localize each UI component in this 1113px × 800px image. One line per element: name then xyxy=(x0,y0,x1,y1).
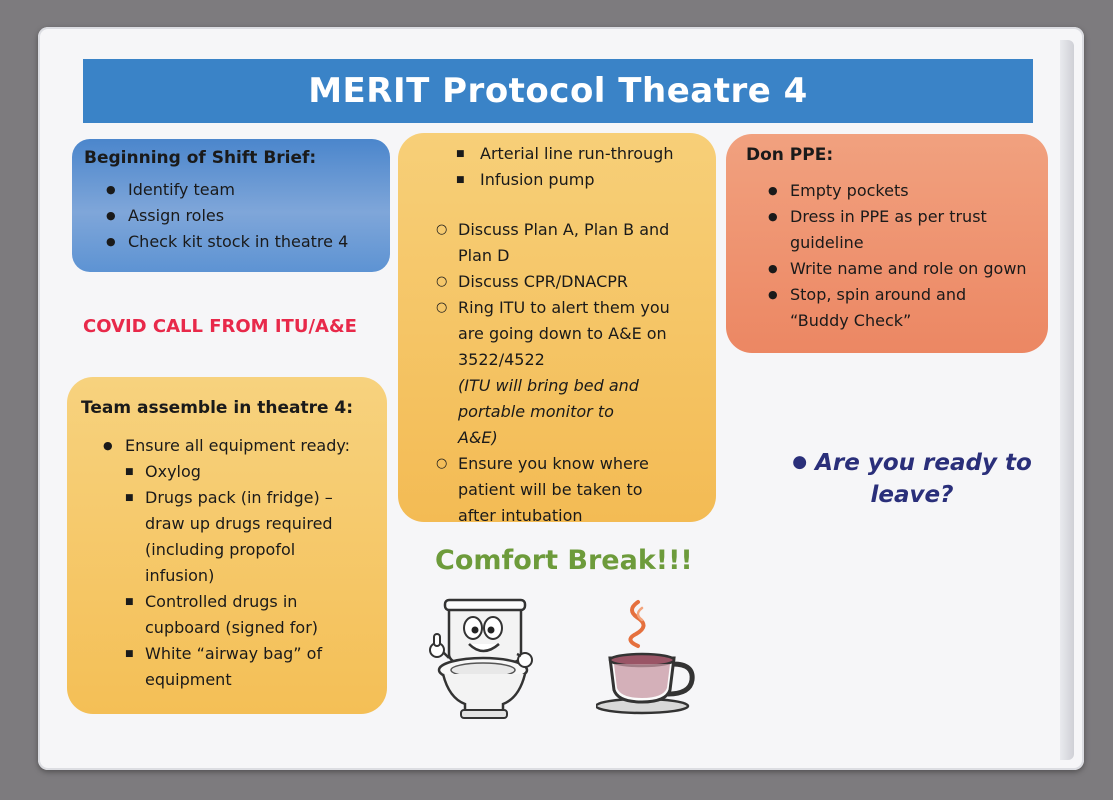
list-item: ■ Drugs pack (in fridge) – draw up drugs required (including propofol infusion) xyxy=(81,485,373,589)
covid-call-heading: COVID CALL FROM ITU/A&E xyxy=(83,316,357,337)
list-item: ○ Discuss Plan A, Plan B and Plan D xyxy=(412,217,702,269)
shift-brief-box xyxy=(72,139,390,272)
list-item: ■ Controlled drugs in cupboard (signed for) xyxy=(81,589,373,641)
list-item: ● Dress in PPE as per trust guideline xyxy=(746,204,1028,256)
itu-call-text: Ring ITU to alert them you are going down to A&E on 3522/4522 xyxy=(458,298,670,369)
shift-brief-list xyxy=(84,177,378,255)
ready-to-leave-prompt: ● Are you ready to leave? xyxy=(792,450,1032,508)
equipment-list xyxy=(81,459,373,693)
list-item: ■ Infusion pump xyxy=(412,167,702,193)
list-item: ● Assign roles xyxy=(84,203,378,229)
itu-note: (ITU will bring bed and portable monitor to A&E) xyxy=(458,376,639,447)
team-assemble-box xyxy=(67,377,387,714)
team-assemble-title: Team assemble in theatre 4: xyxy=(81,398,354,418)
title-banner xyxy=(83,59,1033,123)
toilet-icon xyxy=(425,598,535,720)
list-item: ● Ensure all equipment ready: xyxy=(81,433,373,459)
shift-brief-title: Beginning of Shift Brief: xyxy=(84,148,317,168)
don-ppe-box xyxy=(726,134,1048,353)
plan-list xyxy=(412,217,702,529)
page-title: MERIT Protocol Theatre 4 xyxy=(308,71,808,111)
list-item: ○ Ensure you know where patient will be taken to after intubation xyxy=(412,451,702,529)
comfort-break-heading: Comfort Break!!! xyxy=(435,545,693,576)
list-item: ■ Arterial line run-through xyxy=(412,141,702,167)
coffee-cup-icon xyxy=(596,598,696,718)
equipment-checks-list xyxy=(412,141,702,193)
list-item: ■ Oxylog xyxy=(81,459,373,485)
list-item: ■ White “airway bag” of equipment xyxy=(81,641,373,693)
list-item: ● Stop, spin around and “Buddy Check” xyxy=(746,282,1028,334)
list-item: ○ Discuss CPR/DNACPR xyxy=(412,269,702,295)
plan-box xyxy=(398,133,716,525)
list-item: ● Identify team xyxy=(84,177,378,203)
list-item: ● Write name and role on gown xyxy=(746,256,1028,282)
sheet-edge xyxy=(1060,40,1074,760)
list-item xyxy=(412,295,702,451)
team-assemble-list xyxy=(81,433,373,459)
ready-text: Are you ready to leave? xyxy=(815,450,1032,508)
don-ppe-title: Don PPE: xyxy=(746,145,834,165)
list-item: ● Empty pockets xyxy=(746,178,1028,204)
don-ppe-list xyxy=(746,178,1028,334)
list-item: ● Check kit stock in theatre 4 xyxy=(84,229,378,255)
